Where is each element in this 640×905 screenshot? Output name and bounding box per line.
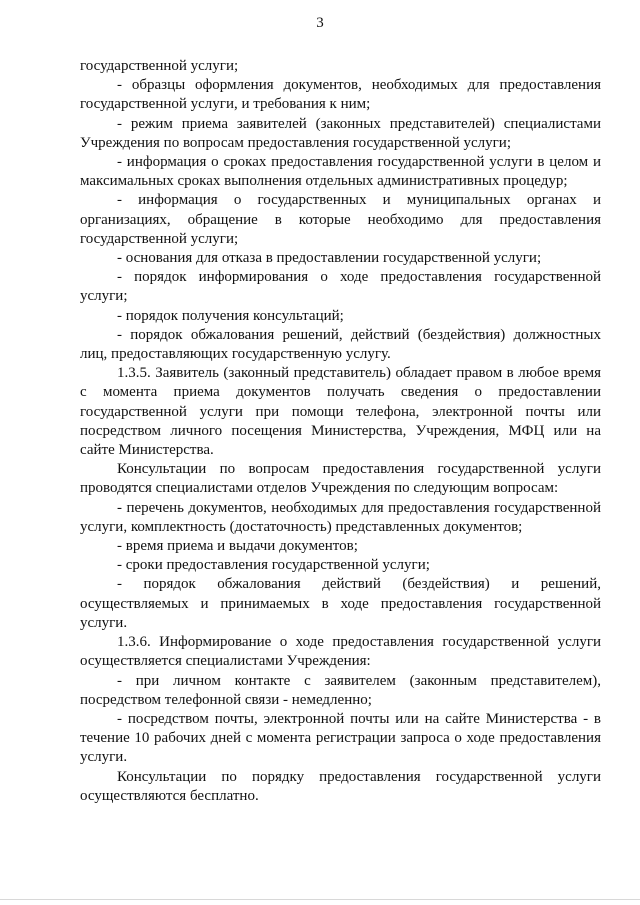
- document-body: [80, 57, 601, 806]
- paragraph: государственной услуги;: [80, 58, 239, 74]
- list-item: - порядок получения консультаций;: [117, 307, 344, 324]
- list-item: - посредством почты, электронной почты или на сайте Министерства - в течение 10 рабочих дней с момента регистрации запроса о ходе предоставления услуги.: [80, 710, 601, 766]
- page-number: 3: [316, 15, 324, 31]
- list-item: - режим приема заявителей (законных представителей) специалистами Учреждения по вопросам предоставления государственной услуги;: [80, 115, 601, 151]
- paragraph: Консультации по порядку предоставления государственной услуги осуществляются бесплатно.: [80, 768, 601, 804]
- list-item: - сроки предоставления государственной услуги;: [117, 557, 430, 574]
- paragraph: Консультации по вопросам предоставления государственной услуги проводятся специалистами отделов Учреждения по следующим вопросам:: [80, 461, 601, 497]
- list-item: - информация о государственных и муниципальных органах и организациях, обращение в которые необходимо для предоставления государственной услуги;: [80, 192, 601, 247]
- list-item: - основания для отказа в предоставлении государственной услуги;: [117, 250, 542, 267]
- list-item: - при личном контакте с заявителем (законным представителем), посредством телефонной связи - немедленно;: [80, 672, 601, 708]
- list-item: - порядок обжалования действий (бездействия) и решений, осуществляемых и принимаемых в ходе предоставления государственной услуги.: [80, 576, 601, 631]
- section-1-3-5: 1.3.5. Заявитель (законный представитель) обладает правом в любое время с момента приема документов получать сведения о предоставлении государственной услуги при помощи телефона, электронной почты или посредством личного посещения Министерства, Учреждения, МФЦ или на сайте Министерства.: [80, 365, 601, 459]
- list-item: - образцы оформления документов, необходимых для предоставления государственной услуги, и требования к ним;: [80, 77, 601, 113]
- section-1-3-6: 1.3.6. Информирование о ходе предоставления государственной услуги осуществляется специалистами Учреждения:: [80, 634, 601, 670]
- list-item: - перечень документов, необходимых для предоставления государственной услуги, комплектность (достаточность) представленных документов;: [80, 499, 601, 535]
- list-item: - порядок информирования о ходе предоставления государственной услуги;: [80, 269, 601, 305]
- list-item: - информация о сроках предоставления государственной услуги в целом и максимальных сроках выполнения отдельных административных процедур;: [80, 154, 601, 190]
- list-item: - порядок обжалования решений, действий (бездействия) должностных лиц, предоставляющих государственную услугу.: [80, 326, 601, 363]
- list-item: - время приема и выдачи документов;: [117, 538, 358, 555]
- page-edge-divider: [0, 899, 640, 900]
